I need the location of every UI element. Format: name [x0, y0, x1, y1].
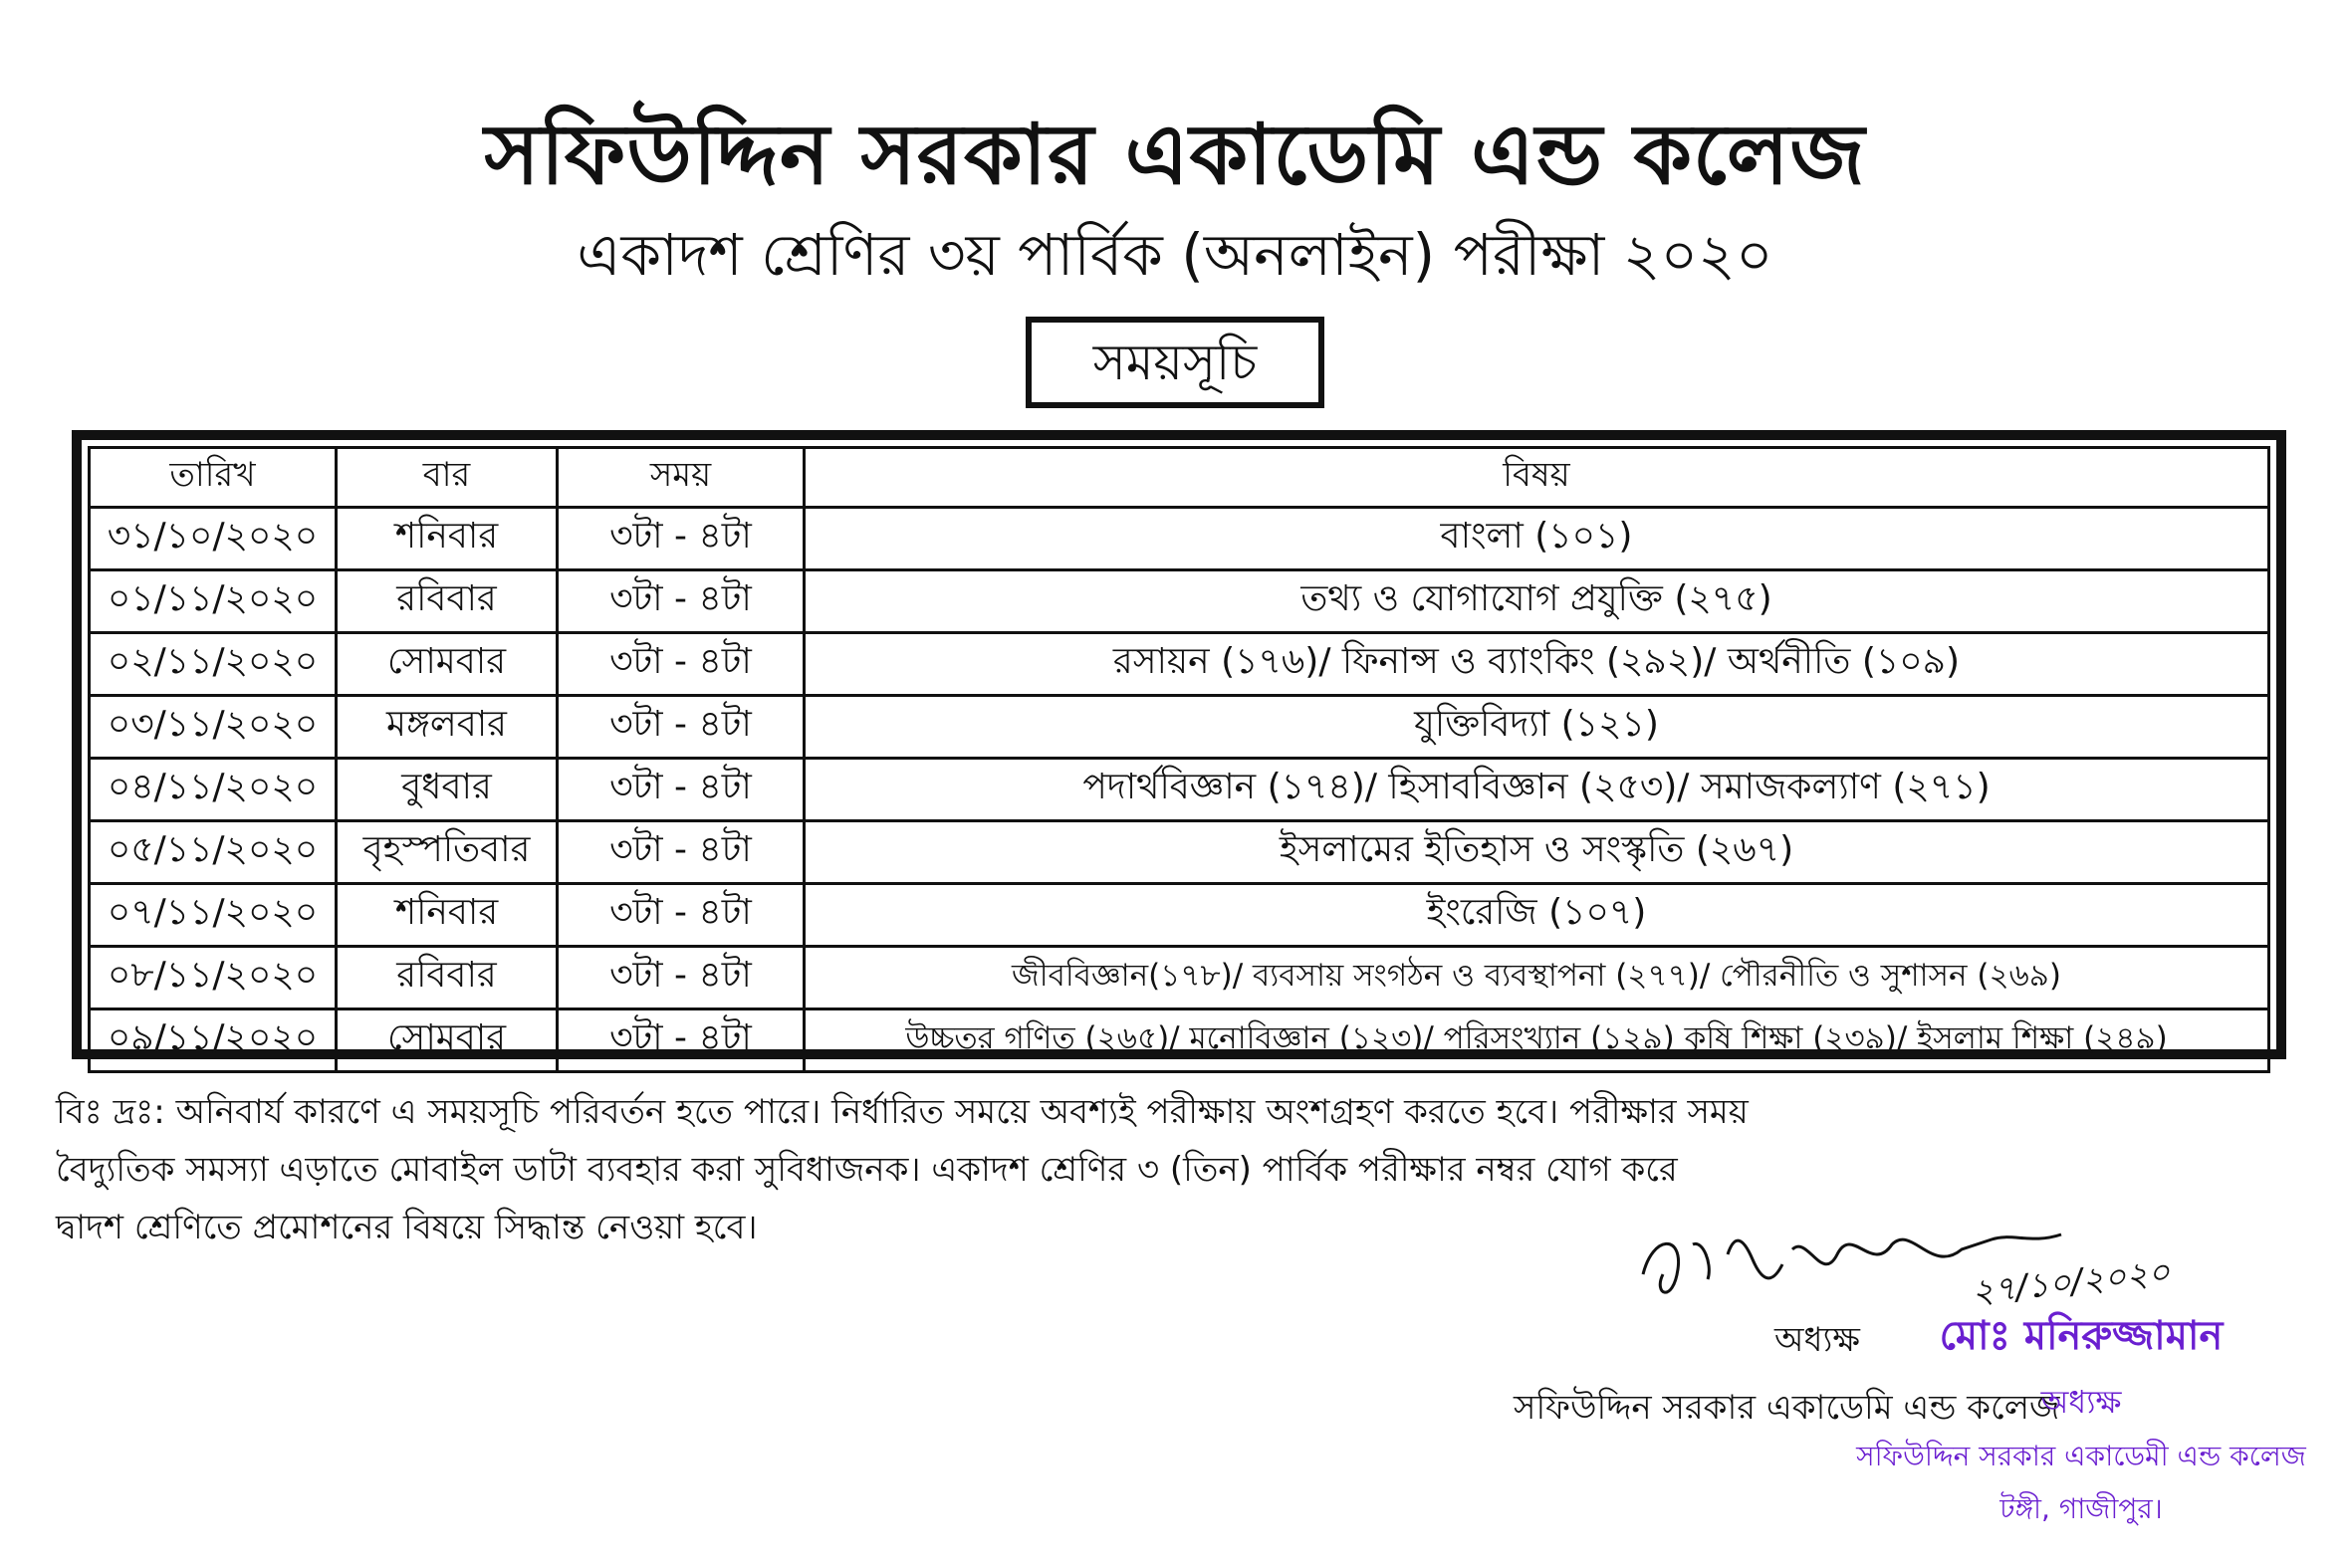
cell-time: ৩টা - ৪টা	[558, 759, 805, 821]
cell-date: ০৩/১১/২০২০	[90, 696, 337, 759]
table-row	[90, 508, 2269, 570]
notice-line: বৈদ্যুতিক সমস্যা এড়াতে মোবাইল ডাটা ব্যবহার করা সুবিধাজনক। একাদশ শ্রেণির ৩ (তিন) পার্বিক পরীক্ষার নম্বর যোগ করে	[56, 1150, 1678, 1190]
stamp-address: টঙ্গী, গাজীপুর।	[1999, 1492, 2163, 1525]
schedule-label-box: সময়সূচি	[1026, 317, 1324, 408]
cell-day: সোমবার	[337, 1009, 558, 1072]
column-header-day: বার	[337, 448, 558, 508]
cell-subject: যুক্তিবিদ্যা (১২১)	[805, 696, 2269, 759]
table-header-row	[90, 448, 2269, 508]
college-title: সফিউদ্দিন সরকার একাডেমি এন্ড কলেজ	[484, 106, 1866, 203]
table-row	[90, 884, 2269, 947]
column-header-subject: বিষয়	[805, 448, 2269, 508]
cell-time: ৩টা - ৪টা	[558, 1009, 805, 1072]
cell-day: শনিবার	[337, 508, 558, 570]
stamp-name: মোঃ মনিরুজ্জামান	[1939, 1313, 2224, 1359]
signature-date: ২৭/১০/২০২০	[1970, 1251, 2173, 1313]
cell-time: ৩টা - ৪টা	[558, 884, 805, 947]
cell-subject: বাংলা (১০১)	[805, 508, 2269, 570]
stamp-title: অধ্যক্ষ	[2040, 1383, 2122, 1421]
document-header	[0, 100, 2350, 293]
cell-time: ৩টা - ৪টা	[558, 696, 805, 759]
cell-day: সোমবার	[337, 633, 558, 696]
cell-subject: রসায়ন (১৭৬)/ ফিনান্স ও ব্যাংকিং (২৯২)/ অর্থনীতি (১০৯)	[805, 633, 2269, 696]
cell-day: বুধবার	[337, 759, 558, 821]
table-row	[90, 1009, 2269, 1072]
cell-subject: জীববিজ্ঞান(১৭৮)/ ব্যবসায় সংগঠন ও ব্যবস্থাপনা (২৭৭)/ পৌরনীতি ও সুশাসন (২৬৯)	[805, 947, 2269, 1009]
cell-date: ৩১/১০/২০২০	[90, 508, 337, 570]
cell-subject: ইংরেজি (১০৭)	[805, 884, 2269, 947]
institution-label: সফিউদ্দিন সরকার একাডেমি এন্ড কলেজ	[1514, 1388, 2060, 1428]
exam-subtitle: একাদশ শ্রেণির ৩য় পার্বিক (অনলাইন) পরীক্ষা ২০২০	[577, 221, 1773, 289]
cell-subject: পদার্থবিজ্ঞান (১৭৪)/ হিসাববিজ্ঞান (২৫৩)/ সমাজকল্যাণ (২৭১)	[805, 759, 2269, 821]
cell-day: শনিবার	[337, 884, 558, 947]
cell-subject: তথ্য ও যোগাযোগ প্রযুক্তি (২৭৫)	[805, 570, 2269, 633]
schedule-table	[88, 446, 2270, 1073]
table-row	[90, 821, 2269, 884]
cell-subject: উচ্চতর গণিত (২৬৫)/ মনোবিজ্ঞান (১২৩)/ পরিসংখ্যান (১২৯) কৃষি শিক্ষা (২৩৯)/ ইসলাম শিক্ষা (২৪৯)	[805, 1009, 2269, 1072]
cell-date: ০৫/১১/২০২০	[90, 821, 337, 884]
cell-day: রবিবার	[337, 947, 558, 1009]
stamp-institution: সফিউদ্দিন সরকার একাডেমী এন্ড কলেজ	[1856, 1440, 2306, 1472]
table-row	[90, 570, 2269, 633]
cell-time: ৩টা - ৪টা	[558, 570, 805, 633]
cell-time: ৩টা - ৪টা	[558, 633, 805, 696]
schedule-table-frame	[72, 430, 2286, 1059]
table-row	[90, 759, 2269, 821]
cell-subject: ইসলামের ইতিহাস ও সংস্কৃতি (২৬৭)	[805, 821, 2269, 884]
column-header-date: তারিখ	[90, 448, 337, 508]
table-row	[90, 633, 2269, 696]
cell-date: ০৭/১১/২০২০	[90, 884, 337, 947]
cell-time: ৩টা - ৪টা	[558, 947, 805, 1009]
cell-date: ০৮/১১/২০২০	[90, 947, 337, 1009]
cell-date: ০১/১১/২০২০	[90, 570, 337, 633]
table-row	[90, 947, 2269, 1009]
column-header-time: সময়	[558, 448, 805, 508]
cell-time: ৩টা - ৪টা	[558, 821, 805, 884]
cell-day: মঙ্গলবার	[337, 696, 558, 759]
cell-date: ০২/১১/২০২০	[90, 633, 337, 696]
designation-label: অধ্যক্ষ	[1774, 1320, 1860, 1360]
table-row	[90, 696, 2269, 759]
principal-stamp	[1842, 1304, 2320, 1534]
cell-day: রবিবার	[337, 570, 558, 633]
cell-date: ০৪/১১/২০২০	[90, 759, 337, 821]
cell-time: ৩টা - ৪টা	[558, 508, 805, 570]
cell-date: ০৯/১১/২০২০	[90, 1009, 337, 1072]
notice-line: দ্বাদশ শ্রেণিতে প্রমোশনের বিষয়ে সিদ্ধান্ত নেওয়া হবে।	[56, 1208, 758, 1247]
signature-block	[1514, 1205, 2330, 1525]
cell-day: বৃহস্পতিবার	[337, 821, 558, 884]
notice-line: বিঃ দ্রঃ: অনিবার্য কারণে এ সময়সূচি পরিবর্তন হতে পারে। নির্ধারিত সময়ে অবশ্যই পরীক্ষায় অংশগ্রহণ করতে হবে। পরীক্ষার সময়	[56, 1092, 1749, 1132]
